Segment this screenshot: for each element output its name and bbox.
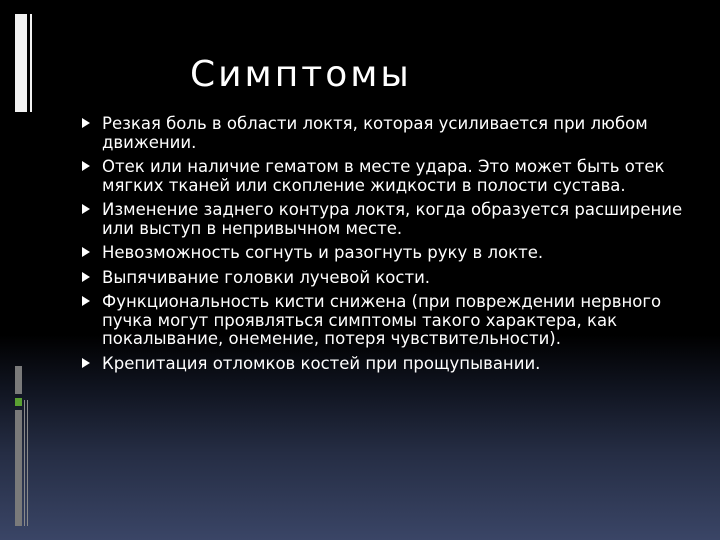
bullet-text: Функциональность кисти снижена (при повреждении нервного пучка могут проявляться симптомы такого характера, как покалывание, онемение, потеря чувствительности). bbox=[102, 292, 662, 348]
bullet-text: Выпячивание головки лучевой кости. bbox=[102, 267, 431, 287]
bullet-arrow-icon bbox=[82, 204, 90, 214]
decorative-line bbox=[27, 400, 28, 526]
bullet-item bbox=[82, 244, 692, 263]
decorative-line bbox=[30, 14, 32, 112]
bullet-text: Невозможность согнуть и разогнуть руку в локте. bbox=[102, 243, 544, 262]
bullet-item bbox=[82, 269, 692, 288]
bullet-arrow-icon bbox=[82, 296, 90, 306]
bullet-item bbox=[82, 201, 692, 238]
bullet-text: Крепитация отломков костей при прощупывании. bbox=[102, 353, 541, 373]
bullet-arrow-icon bbox=[82, 161, 90, 171]
bullet-text: Отек или наличие гематом в месте удара. Это может быть отек мягких тканей или скопление жидкости в полости сустава. bbox=[102, 157, 665, 195]
decorative-bar bbox=[15, 410, 22, 526]
bullet-arrow-icon bbox=[82, 358, 90, 368]
bullet-text: Резкая боль в области локтя, которая усиливается при любом движении. bbox=[102, 114, 648, 152]
slide-title: Симптомы bbox=[190, 54, 412, 95]
bullet-arrow-icon bbox=[82, 272, 90, 282]
bullet-arrow-icon bbox=[82, 247, 90, 257]
bullet-arrow-icon bbox=[82, 118, 90, 128]
bullet-item bbox=[82, 115, 692, 152]
bullet-text: Изменение заднего контура локтя, когда образуется расширение или выступ в непривычном месте. bbox=[102, 200, 683, 238]
bullet-list bbox=[82, 115, 692, 379]
decorative-bar bbox=[15, 366, 22, 394]
bullet-item bbox=[82, 293, 692, 349]
bullet-item bbox=[82, 355, 692, 374]
decorative-accent bbox=[15, 398, 22, 406]
decorative-line bbox=[24, 400, 25, 526]
bullet-item bbox=[82, 158, 692, 195]
decorative-bar bbox=[15, 14, 27, 112]
